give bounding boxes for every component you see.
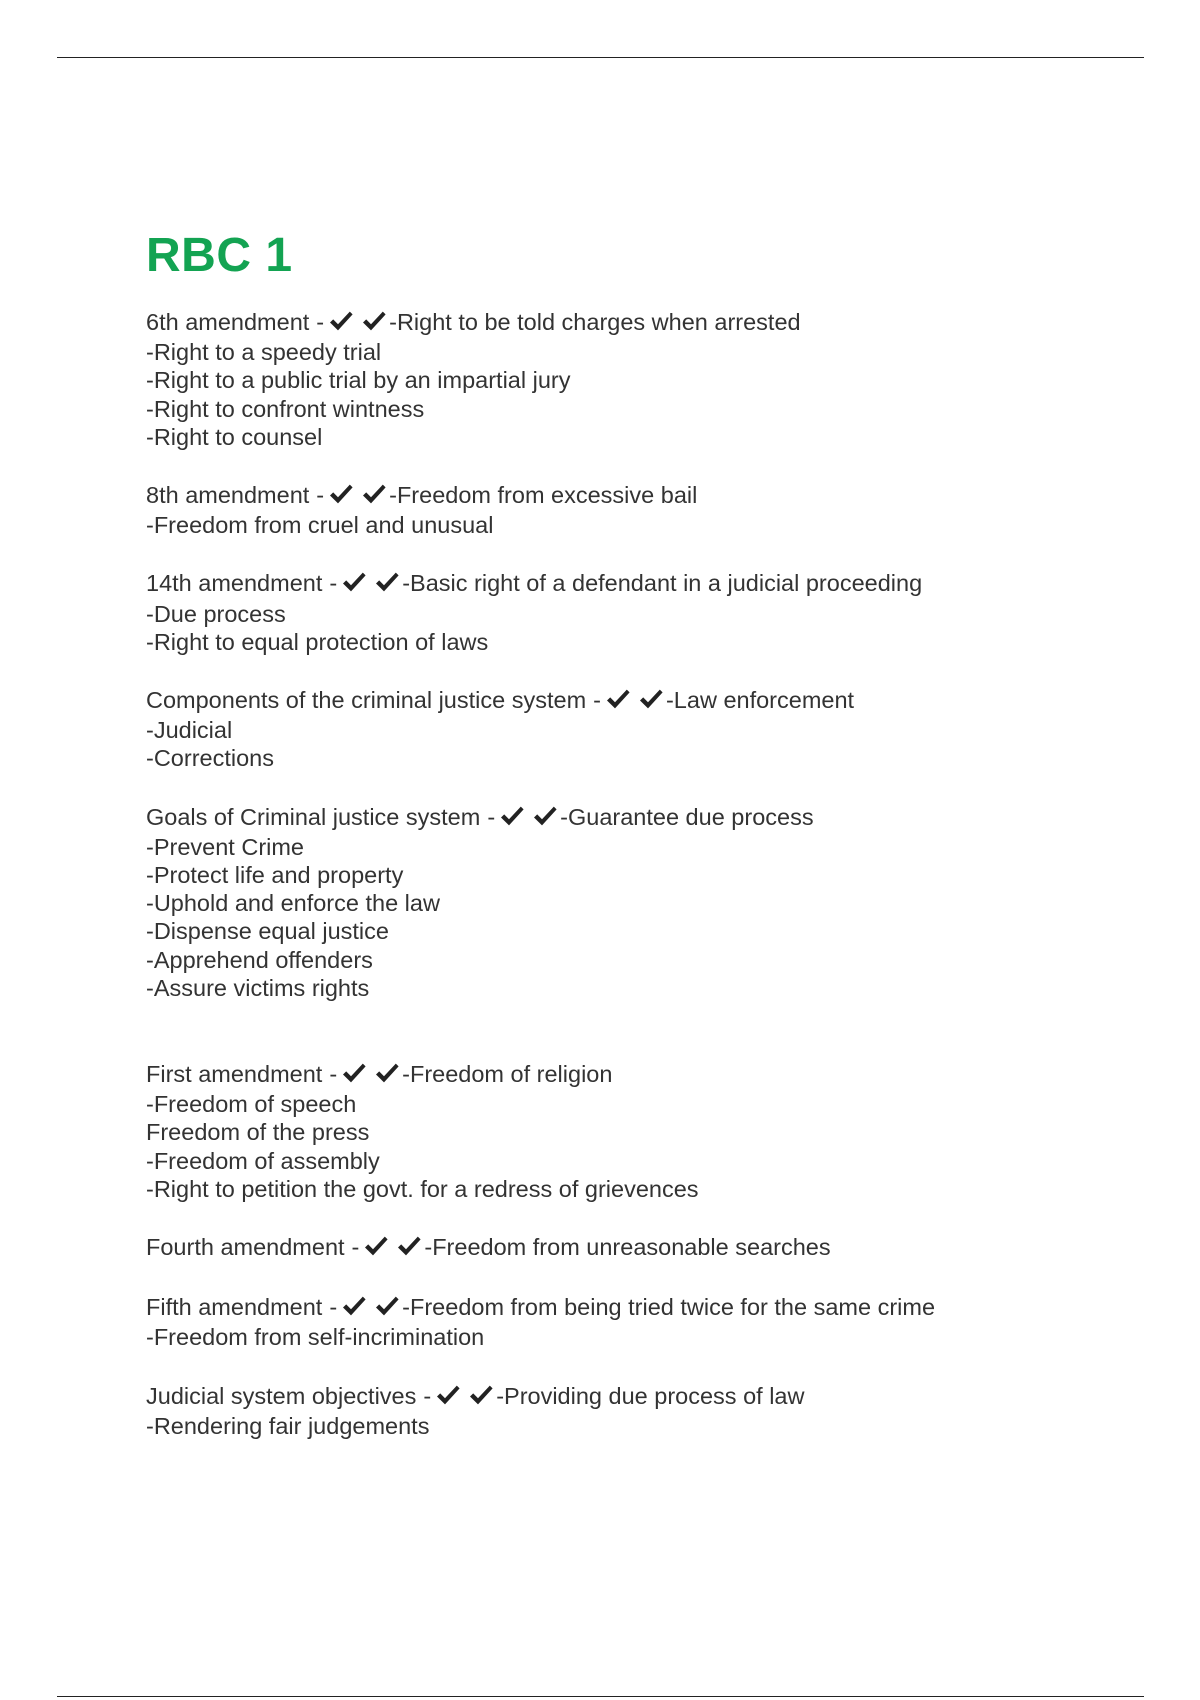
flashcard [146,803,1146,1002]
flashcard-answer-line: -Judicial [146,717,233,744]
double-check-marks [435,1384,494,1412]
flashcard-first-line [146,1382,1146,1412]
flashcard-first-line [146,569,1146,599]
check-mark-icon [341,1062,367,1084]
check-mark-icon [341,571,367,593]
flashcard-answer-line: -Dispense equal justice [146,918,389,945]
flashcard [146,1060,1146,1203]
check-mark-icon [374,1062,400,1084]
term-separator: - [316,309,325,335]
flashcard-answer-line: -Uphold and enforce the law [146,890,440,917]
flashcard-answer: -Law enforcement [665,687,855,714]
flashcard-first-line [146,1233,1146,1263]
flashcard [146,1233,1146,1263]
flashcard-first-line [146,803,1146,833]
flashcard-answer: -Guarantee due process [560,803,814,830]
flashcard-answer-line: -Freedom of speech [146,1091,357,1118]
flashcard-answer-line: -Assure victims rights [146,974,370,1001]
check-mark-icon [328,310,354,332]
check-mark-icon [361,483,387,505]
flashcard-answer-line: -Rendering fair judgements [146,1412,430,1439]
term-separator: - [329,570,338,597]
flashcard-list [146,308,1146,1440]
flashcard-term: 8th amendment [146,482,310,509]
flashcard [146,481,1146,539]
bottom-rule [57,1696,1144,1697]
double-check-marks [499,805,558,833]
flashcard-answer: -Freedom from excessive bail [389,482,698,509]
double-check-marks [341,1062,400,1090]
flashcard-answer-line: -Right to a speedy trial [146,339,382,366]
check-mark-icon [341,1295,367,1317]
check-mark-icon [532,805,558,827]
flashcard-answer-line: -Freedom from self-incrimination [146,1324,485,1351]
flashcard-answer-line: -Right to a public trial by an impartial jury [146,367,571,394]
check-mark-icon [605,688,631,710]
double-check-marks [328,310,387,338]
flashcard-answer: -Providing due process of law [496,1382,805,1409]
flashcard-answer-line: -Prevent Crime [146,833,305,860]
flashcard-term: Fourth amendment [146,1234,345,1261]
double-check-marks [341,571,400,599]
flashcard-first-line [146,686,1146,716]
flashcard-term: Components of the criminal justice system [146,687,587,714]
check-mark-icon [435,1384,461,1406]
term-separator: - [593,687,601,714]
document-body [146,226,1146,1470]
flashcard-answer-line: Freedom of the press [146,1119,370,1146]
flashcard-answer-line: -Due process [146,600,286,627]
flashcard-answer-line: -Right to equal protection of laws [146,628,489,655]
term-separator: - [329,1294,338,1321]
term-separator: - [316,482,325,509]
flashcard-answer-line: -Protect life and property [146,862,404,889]
double-check-marks [328,483,387,511]
flashcard-first-line [146,308,1146,338]
flashcard-first-line [146,1293,1146,1323]
flashcard [146,1382,1146,1440]
document-title: RBC 1 [146,229,293,282]
flashcard-term: First amendment [146,1061,323,1088]
flashcard [146,1293,1146,1351]
flashcard [146,308,1146,451]
term-separator: - [351,1234,360,1261]
flashcard-answer: -Basic right of a defendant in a judicial proceeding [402,570,923,597]
flashcard [146,569,1146,656]
double-check-marks [341,1295,400,1323]
flashcard-term: Fifth amendment [146,1294,323,1321]
term-separator: - [423,1382,432,1409]
flashcard-answer-line: -Right to petition the govt. for a redress of grievences [146,1175,699,1202]
term-separator: - [487,803,496,830]
check-mark-icon [363,1235,389,1257]
flashcard-term: Judicial system objectives [146,1382,417,1409]
flashcard-first-line [146,481,1146,511]
flashcard-answer: -Freedom from being tried twice for the same crime [402,1294,936,1321]
term-separator: - [329,1061,338,1088]
flashcard-answer-line: -Apprehend offenders [146,946,373,973]
flashcard-answer: -Freedom of religion [402,1061,613,1088]
flashcard-term: Goals of Criminal justice system [146,803,481,830]
check-mark-icon [328,483,354,505]
check-mark-icon [361,310,387,332]
flashcard [146,686,1146,773]
flashcard-term: 6th amendment [146,309,310,335]
flashcard-answer: -Right to be told charges when arrested [389,309,801,335]
check-mark-icon [374,1295,400,1317]
check-mark-icon [396,1235,422,1257]
flashcard-answer-line: -Freedom from cruel and unusual [146,512,494,539]
check-mark-icon [468,1384,494,1406]
flashcard-term: 14th amendment [146,570,323,597]
flashcard-answer-line: -Freedom of assembly [146,1147,380,1174]
check-mark-icon [638,688,664,710]
top-rule [57,57,1144,58]
check-mark-icon [374,571,400,593]
flashcard-answer: -Freedom from unreasonable searches [424,1234,831,1261]
flashcard-first-line [146,1060,1146,1090]
check-mark-icon [499,805,525,827]
double-check-marks [605,688,664,716]
flashcard-answer-line: -Right to counsel [146,423,323,450]
flashcard-answer-line: -Corrections [146,745,274,772]
double-check-marks [363,1235,422,1263]
flashcard-answer-line: -Right to confront wintness [146,395,425,422]
